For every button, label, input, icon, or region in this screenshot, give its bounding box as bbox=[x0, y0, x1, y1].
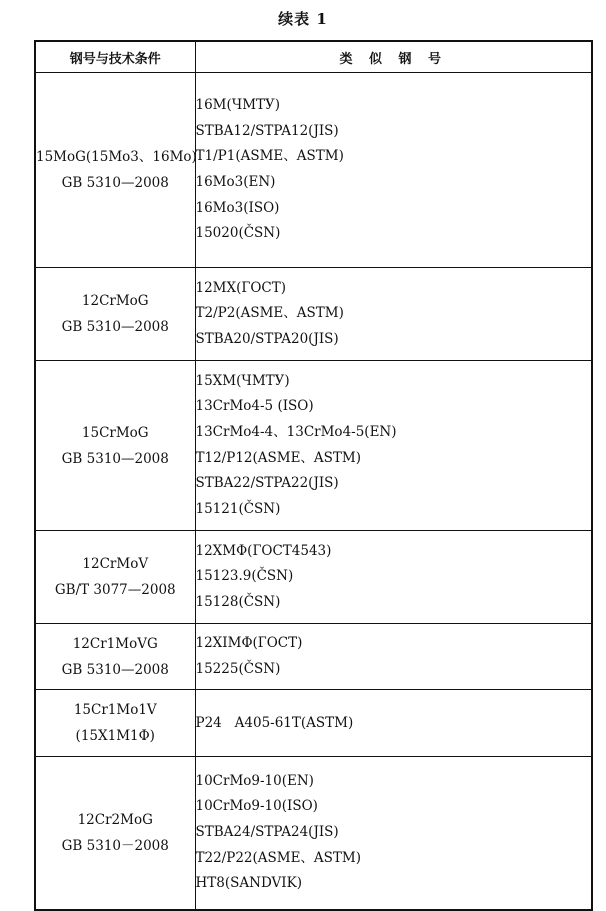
header-similar-grades: 类 似 钢 号 bbox=[195, 41, 592, 73]
grade-name: 15Cr1Mo1V bbox=[73, 702, 157, 718]
grade-cell bbox=[35, 690, 195, 757]
grade-name: 15MoG(15Mo3、16Mo) bbox=[36, 149, 197, 165]
similar-cell bbox=[195, 690, 592, 757]
table-row bbox=[35, 757, 592, 910]
similar-cell bbox=[195, 73, 592, 268]
similar-grade: T22/P22(ASME、ASTM) bbox=[195, 849, 362, 866]
similar-grade: 10CrMo9-10(EN) bbox=[195, 772, 314, 789]
table-row bbox=[35, 361, 592, 531]
similar-cell bbox=[195, 268, 592, 361]
table-row bbox=[35, 268, 592, 361]
similar-grade: P24 A405-61T(ASTM) bbox=[195, 715, 354, 731]
similar-cell bbox=[195, 757, 592, 910]
grade-standard: GB 5310—2008 bbox=[61, 661, 169, 678]
grade-cell bbox=[35, 268, 195, 361]
table-header-row bbox=[35, 41, 592, 73]
grade-name: 12Cr2MoG bbox=[77, 811, 153, 828]
similar-grade: STBA12/STPA12(JIS) bbox=[195, 122, 339, 139]
grade-standard: GB/T 3077—2008 bbox=[54, 582, 176, 598]
similar-grade: 12XIMΦ(ГОСТ) bbox=[195, 634, 303, 651]
grade-cell bbox=[35, 624, 195, 690]
table-row bbox=[35, 624, 592, 690]
similar-grade: 12MX(ГОСТ) bbox=[195, 279, 286, 296]
similar-grade: 15123.9(ČSN) bbox=[195, 568, 294, 585]
similar-grade: 16Mo3(ISO) bbox=[195, 199, 280, 216]
grade-alias: (15X1M1Φ) bbox=[75, 728, 155, 744]
grade-name: 12CrMoV bbox=[82, 556, 149, 572]
similar-grade: STBA22/STPA22(JIS) bbox=[195, 475, 339, 492]
table-row bbox=[35, 690, 592, 757]
similar-grade: T12/P12(ASME、ASTM) bbox=[195, 449, 362, 466]
similar-cell bbox=[195, 361, 592, 531]
grade-name: 12CrMoG bbox=[81, 293, 149, 309]
steel-grade-table bbox=[34, 40, 593, 911]
grade-name: 15CrMoG bbox=[81, 424, 149, 441]
grade-cell bbox=[35, 361, 195, 531]
grade-cell bbox=[35, 757, 195, 910]
similar-grade: 15128(ČSN) bbox=[195, 593, 281, 610]
header-grade-standard: 钢号与技术条件 bbox=[35, 41, 195, 73]
similar-grade: 15121(ČSN) bbox=[195, 500, 281, 517]
similar-grade: HT8(SANDVIK) bbox=[195, 875, 302, 892]
similar-grade: 10CrMo9-10(ISO) bbox=[195, 798, 318, 815]
similar-grade: 12XMΦ(ГОСТ4543) bbox=[195, 542, 332, 559]
similar-cell bbox=[195, 624, 592, 690]
table-title: 续表 1 bbox=[278, 10, 328, 28]
similar-grade: 16Mo3(EN) bbox=[195, 174, 276, 190]
grade-cell bbox=[35, 531, 195, 624]
grade-standard: GB 5310—2008 bbox=[61, 450, 169, 467]
similar-grade: 16M(ЧМТУ) bbox=[195, 97, 281, 114]
similar-grade: 13CrMo4-5 (ISO) bbox=[195, 398, 314, 415]
table-row bbox=[35, 73, 592, 268]
similar-grade: T1/P1(ASME、ASTM) bbox=[195, 148, 344, 165]
grade-cell bbox=[35, 73, 195, 268]
similar-grade: STBA20/STPA20(JIS) bbox=[195, 330, 339, 347]
grade-name: 12Cr1MoVG bbox=[72, 635, 158, 652]
grade-standard: GB 5310－2008 bbox=[61, 837, 169, 854]
similar-grade: T2/P2(ASME、ASTM) bbox=[195, 305, 344, 322]
grade-standard: GB 5310—2008 bbox=[61, 175, 169, 191]
similar-grade: 15XM(ЧМТУ) bbox=[195, 372, 290, 389]
similar-cell bbox=[195, 531, 592, 624]
similar-grade: 15225(ČSN) bbox=[195, 660, 281, 677]
similar-grade: 13CrMo4-4、13CrMo4-5(EN) bbox=[195, 423, 397, 440]
similar-grade: 15020(ČSN) bbox=[195, 225, 281, 242]
similar-grade: STBA24/STPA24(JIS) bbox=[195, 823, 339, 840]
table-row bbox=[35, 531, 592, 624]
grade-standard: GB 5310—2008 bbox=[61, 319, 169, 335]
